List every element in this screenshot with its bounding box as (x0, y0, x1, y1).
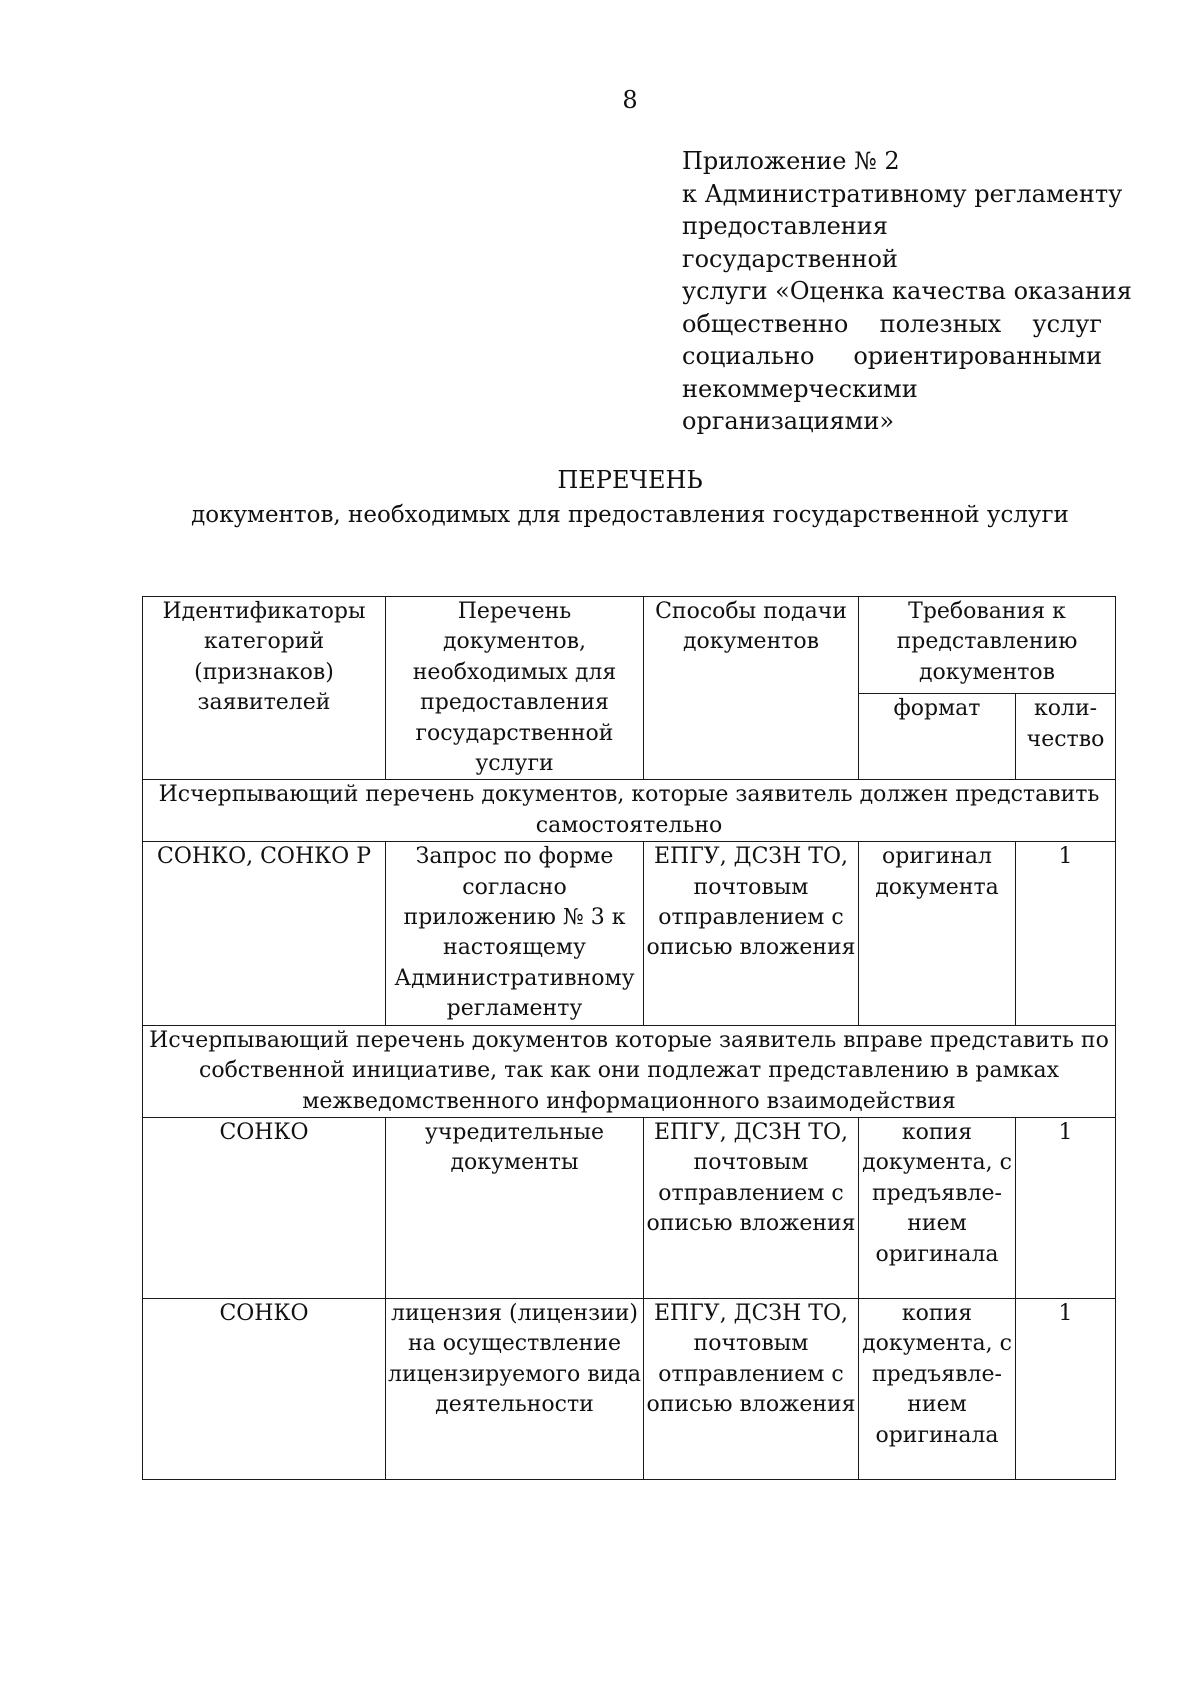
cell-format: копия документа, с предъявле-нием оригинала (859, 1298, 1016, 1479)
cell-method: ЕПГУ, ДСЗН ТО, почтовым отправлением с описью вложения (644, 1117, 859, 1298)
header-submission-methods: Способы подачи документов (644, 597, 859, 780)
section-row (143, 780, 1116, 842)
section-title: Исчерпывающий перечень документов, которые заявитель должен представить самостоятельно (143, 780, 1116, 842)
cell-category: СОНКО (143, 1298, 386, 1479)
table-row (143, 1298, 1116, 1479)
cell-quantity: 1 (1016, 1298, 1116, 1479)
cell-document: Запрос по форме согласно приложению № 3 к настоящему Административному регламенту (386, 842, 644, 1025)
appendix-line: предоставления государственной (682, 212, 898, 273)
header-format: формат (859, 694, 1016, 780)
section-title: Исчерпывающий перечень документов которые заявитель вправе представить по собственной инициативе, так как они подлежат представлению в рамках межведомственного информационного взаимодействия (143, 1025, 1116, 1117)
header-quantity: коли-чество (1016, 694, 1116, 780)
appendix-block (682, 145, 1132, 438)
table-row (143, 1117, 1116, 1298)
appendix-line: общественно полезных услуг (682, 309, 1102, 338)
table-row (143, 842, 1116, 1025)
header-documents-list: Перечень документов, необходимых для предоставления государственной услуги (386, 597, 644, 780)
appendix-line: некоммерческими (682, 374, 918, 403)
cell-method: ЕПГУ, ДСЗН ТО, почтовым отправлением с описью вложения (644, 1298, 859, 1479)
page-number: 8 (622, 86, 638, 114)
cell-quantity: 1 (1016, 1117, 1116, 1298)
appendix-line: Приложение № 2 (682, 147, 900, 175)
document-title: ПЕРЕЧЕНЬ (557, 466, 703, 494)
cell-format: копия документа, с предъявле-нием оригинала (859, 1117, 1016, 1298)
cell-method: ЕПГУ, ДСЗН ТО, почтовым отправлением с описью вложения (644, 842, 859, 1025)
table-header-row (143, 597, 1116, 694)
cell-document: лицензия (лицензии) на осуществление лицензируемого вида деятельности (386, 1298, 644, 1479)
cell-document: учредительные документы (386, 1117, 644, 1298)
document-subtitle: документов, необходимых для предоставления государственной услуги (191, 502, 1069, 528)
appendix-line: социально ориентированными (682, 342, 1102, 370)
section-row (143, 1025, 1116, 1117)
appendix-line: к Административному регламенту (682, 179, 1123, 208)
appendix-line: услуги «Оценка качества оказания (682, 277, 1132, 305)
header-applicant-categories: Идентификаторы категорий (признаков) заявителей (143, 597, 386, 780)
appendix-line: организациями» (682, 407, 895, 435)
cell-format: оригинал документа (859, 842, 1016, 1025)
cell-category: СОНКО, СОНКО Р (143, 842, 386, 1025)
header-requirements: Требования к представлению документов (859, 597, 1116, 694)
documents-table (142, 596, 1116, 1480)
cell-quantity: 1 (1016, 842, 1116, 1025)
cell-category: СОНКО (143, 1117, 386, 1298)
